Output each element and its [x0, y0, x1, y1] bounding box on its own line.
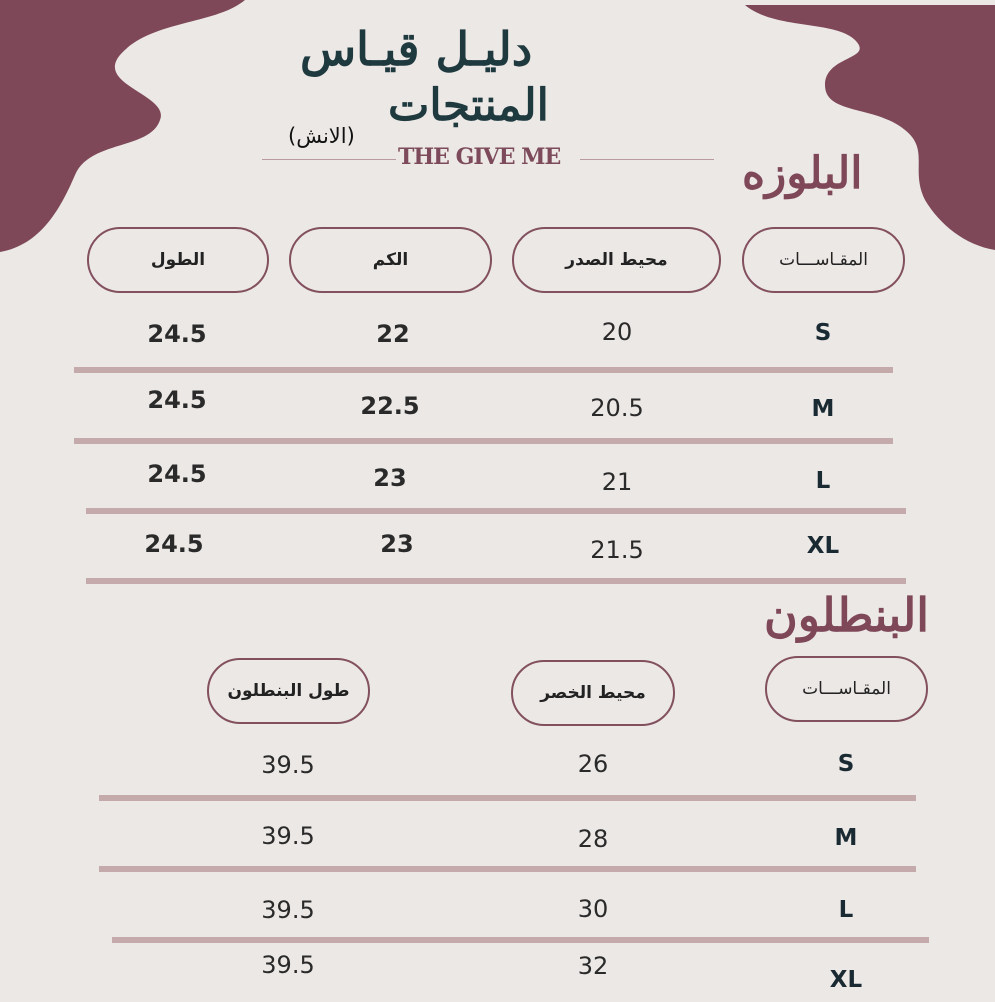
blouse-header-length: الطول	[87, 227, 269, 293]
pants-size-cell: M	[834, 825, 858, 851]
pants-size-cell: S	[837, 751, 855, 777]
blouse-section-title: البلوزه	[742, 148, 863, 199]
row-divider	[99, 795, 916, 801]
pants-header-waist: محيط الخصر	[511, 660, 675, 726]
blouse-chest-cell: 20	[601, 318, 633, 346]
blouse-size-cell: XL	[806, 533, 840, 559]
brand-divider-right	[580, 159, 714, 160]
pants-section-title: البنطلون	[764, 588, 930, 642]
pants-waist-cell: 28	[577, 825, 609, 853]
blouse-sleeve-cell: 23	[373, 464, 407, 492]
row-divider	[74, 367, 893, 373]
page-title: دليـل قيـاس	[300, 22, 533, 76]
row-divider	[74, 438, 893, 444]
pants-length-cell: 39.5	[261, 822, 315, 850]
pants-size-cell: L	[838, 897, 854, 923]
page-subtitle: المنتجات	[388, 80, 549, 131]
blouse-chest-cell: 20.5	[590, 394, 644, 422]
row-divider	[86, 578, 906, 584]
blouse-sleeve-cell: 23	[380, 530, 414, 558]
right-corner-decoration	[735, 0, 995, 260]
brand-name: THE GIVE ME	[398, 144, 561, 170]
pants-waist-cell: 26	[577, 750, 609, 778]
pants-length-cell: 39.5	[261, 751, 315, 779]
pants-length-cell: 39.5	[261, 951, 315, 979]
blouse-header-size: المقـاســـات	[742, 227, 905, 293]
blouse-chest-cell: 21	[601, 468, 633, 496]
blouse-length-cell: 24.5	[147, 386, 207, 414]
blouse-sleeve-cell: 22	[376, 320, 410, 348]
blouse-length-cell: 24.5	[147, 320, 207, 348]
pants-length-cell: 39.5	[261, 896, 315, 924]
pants-waist-cell: 30	[577, 895, 609, 923]
pants-header-size: المقـاســـات	[765, 656, 928, 722]
blouse-header-chest: محيط الصدر	[512, 227, 721, 293]
brand-divider-left	[262, 159, 396, 160]
left-corner-decoration	[0, 0, 260, 260]
blouse-size-cell: S	[814, 320, 832, 346]
row-divider	[99, 866, 916, 872]
row-divider	[112, 937, 929, 943]
blouse-size-cell: M	[811, 396, 835, 422]
blouse-length-cell: 24.5	[144, 530, 204, 558]
row-divider	[86, 508, 906, 514]
blouse-chest-cell: 21.5	[590, 536, 644, 564]
blouse-length-cell: 24.5	[147, 460, 207, 488]
blouse-header-sleeve: الكم	[289, 227, 492, 293]
pants-size-cell: XL	[829, 967, 863, 993]
pants-waist-cell: 32	[577, 952, 609, 980]
unit-label: (الانش)	[288, 124, 355, 148]
pants-header-length: طول البنطلون	[207, 658, 370, 724]
blouse-sleeve-cell: 22.5	[360, 392, 420, 420]
blouse-size-cell: L	[815, 468, 831, 494]
